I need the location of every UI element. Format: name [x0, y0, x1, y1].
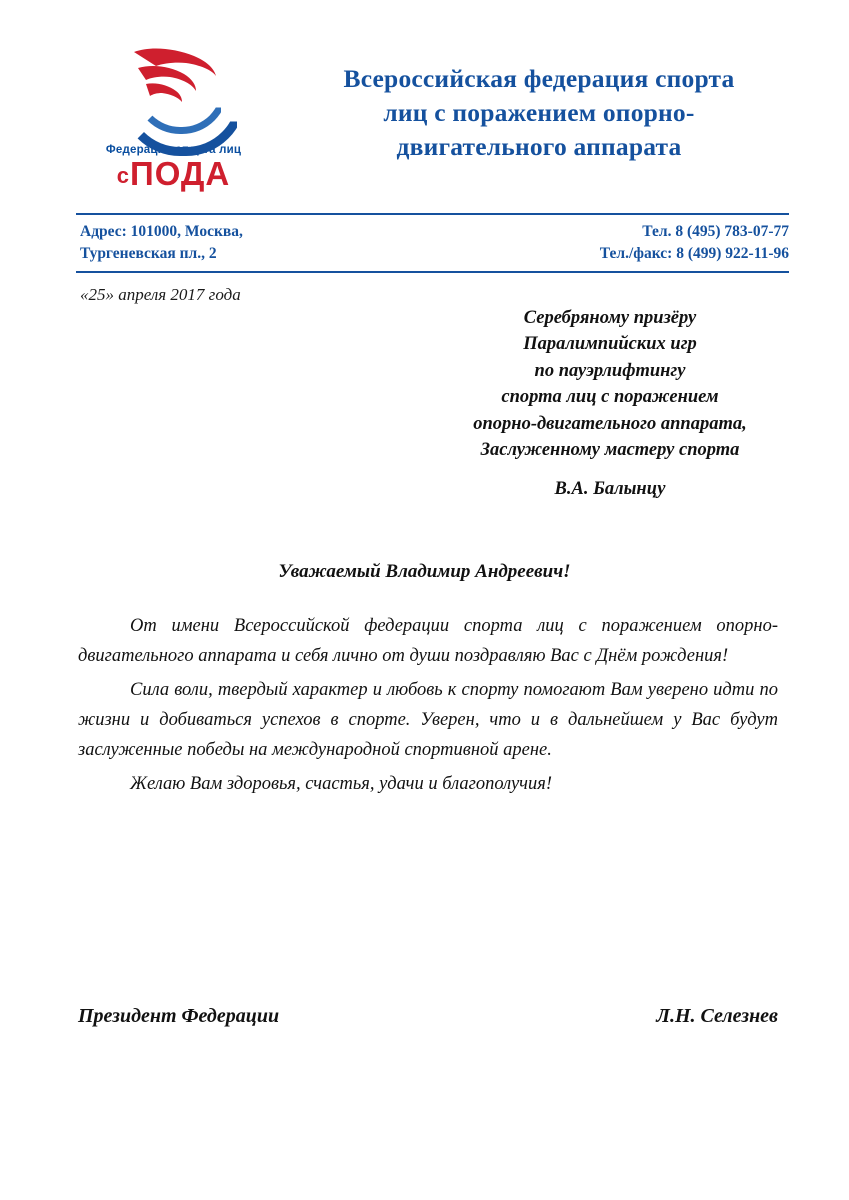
organization-title: [271, 42, 789, 164]
contact-block: [80, 221, 789, 266]
addressee-line-1: Серебряному призёру: [523, 308, 697, 328]
addressee-line-4: спорта лиц с поражением: [501, 387, 719, 408]
phone-block: [600, 221, 789, 266]
phone-line-2: Тел./факс: 8 (499) 922-11-96: [599, 245, 789, 263]
logo-wordmark-prefix: с: [116, 163, 130, 188]
addressee-line-5: опорно-двигательного аппарата,: [473, 413, 747, 434]
addressee-line-6: Заслуженному мастеру спорта: [480, 440, 740, 461]
letter-body: [78, 612, 778, 804]
logo-wordmark-main: ПОДА: [129, 155, 231, 192]
organization-title-line-1: Всероссийская федерация спорта: [343, 64, 735, 93]
address-block: [80, 221, 243, 266]
addressee-line-3: по пауэрлифтингу: [534, 360, 686, 381]
letter-date: «25» апреля 2017 года: [80, 285, 241, 304]
organization-title-line-3: двигательного аппарата: [396, 131, 682, 161]
address-line-2: Тургеневская пл., 2: [80, 245, 217, 263]
phone-line-1: Тел. 8 (495) 783-07-77: [642, 223, 789, 240]
body-paragraph-3: Желаю Вам здоровья, счастья, удачи и благополучия!: [130, 773, 553, 794]
signature-block: [78, 1005, 778, 1028]
organization-title-line-2: лиц с поражением опорно-: [383, 97, 695, 127]
header-divider-top: [76, 213, 789, 215]
address-line-1: Адрес: 101000, Москва,: [80, 223, 243, 240]
letterhead-header: [76, 42, 789, 207]
body-paragraph-1: От имени Всероссийской федерации спорта лиц с поражением опорно-двигательного аппарата и себя лично от души поздравляю Вас с Днём рождения!: [78, 616, 778, 666]
addressee-name: В.А. Балынцу: [554, 478, 666, 499]
logo-wordmark: [117, 157, 231, 190]
signature-name: Л.Н. Селезнев: [656, 1005, 778, 1027]
salutation: Уважаемый Владимир Андреевич!: [278, 561, 571, 582]
body-paragraph-2: Сила воли, твердый характер и любовь к спорту помогают Вам уверено идти по жизни и добиваться успехов в спорте. Уверен, что и в дальнейшем у Вас будут заслуженные победы на международной спортивной арене.: [78, 679, 778, 760]
spoda-federation-logo-icon: [118, 48, 230, 140]
signature-position: Президент Федерации: [78, 1005, 280, 1027]
header-divider-bottom: [76, 271, 789, 273]
organization-logo: [76, 42, 271, 190]
addressee-block: [430, 305, 790, 502]
logo-caption: Федерация спорта лиц: [105, 144, 242, 156]
addressee-line-2: Паралимпийских игр: [523, 334, 697, 355]
